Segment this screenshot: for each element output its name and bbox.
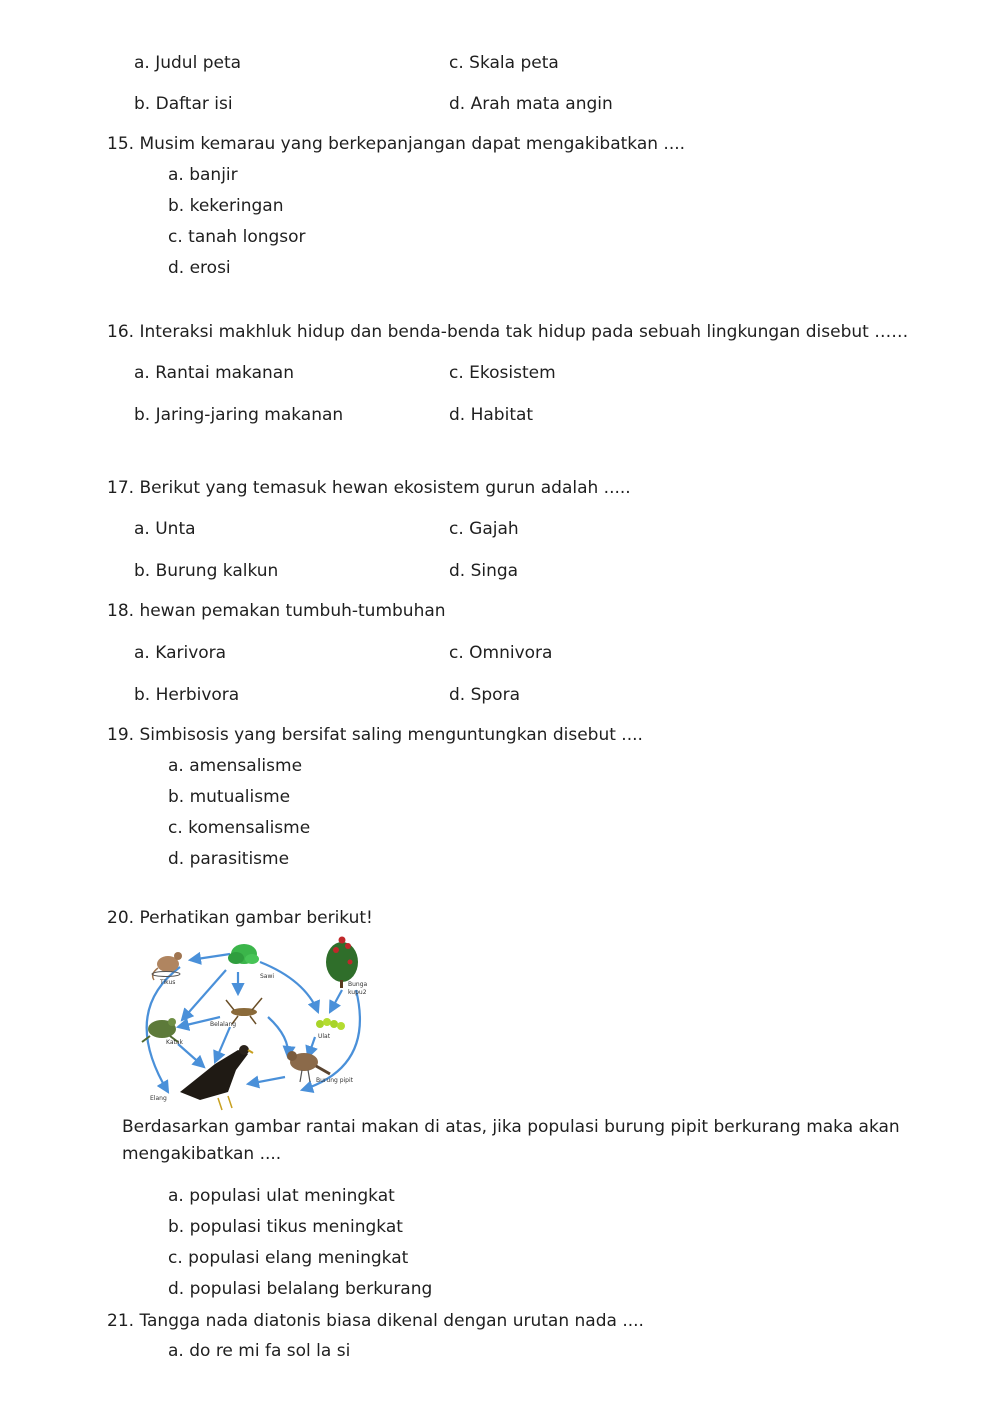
- label-tikus: Tikus: [160, 979, 176, 986]
- q18-option-b: b. Herbivora: [134, 685, 240, 705]
- q15-option-b: b. kekeringan: [168, 196, 284, 216]
- q16-option-b: b. Jaring-jaring makanan: [134, 405, 344, 425]
- mustard-greens-icon: [228, 944, 259, 964]
- q17-question: 17. Berikut yang temasuk hewan ekosistem gurun adalah .....: [107, 478, 631, 498]
- q18-option-a: a. Karivora: [134, 643, 227, 663]
- q14-option-d: d. Arah mata angin: [449, 94, 613, 114]
- food-web-diagram: [120, 932, 382, 1112]
- q20-question: 20. Perhatikan gambar berikut!: [107, 908, 373, 928]
- q19-option-b: b. mutualisme: [168, 787, 291, 807]
- q17-option-d: d. Singa: [449, 561, 519, 581]
- mouse-icon: [152, 952, 182, 980]
- label-ulat: Ulat: [318, 1033, 331, 1040]
- caterpillar-icon: [316, 1018, 345, 1030]
- q20-option-a: a. populasi ulat meningkat: [168, 1186, 395, 1206]
- q18-option-d: d. Spora: [449, 685, 520, 705]
- q17-option-c: c. Gajah: [449, 519, 519, 539]
- q19-option-d: d. parasitisme: [168, 849, 290, 869]
- q21-option-a: a. do re mi fa sol la si: [168, 1341, 351, 1361]
- q18-option-c: c. Omnivora: [449, 643, 553, 663]
- q14-option-c: c. Skala peta: [449, 53, 559, 73]
- q21-question: 21. Tangga nada diatonis biasa dikenal dengan urutan nada ....: [107, 1311, 644, 1331]
- q14-option-b: b. Daftar isi: [134, 94, 233, 114]
- q19-option-c: c. komensalisme: [168, 818, 311, 838]
- q19-question: 19. Simbisosis yang bersifat saling menguntungkan disebut ....: [107, 725, 643, 745]
- q16-option-c: c. Ekosistem: [449, 363, 556, 383]
- label-pipit: Burung pipit: [316, 1077, 354, 1084]
- q20-option-b: b. populasi tikus meningkat: [168, 1217, 403, 1237]
- q15-option-d: d. erosi: [168, 258, 231, 278]
- label-sawi: Sawi: [260, 973, 275, 980]
- label-bunga-2: kupu2: [348, 989, 367, 996]
- q15-question: 15. Musim kemarau yang berkepanjangan dapat mengakibatkan ....: [107, 134, 686, 154]
- q16-option-d: d. Habitat: [449, 405, 534, 425]
- q17-option-b: b. Burung kalkun: [134, 561, 279, 581]
- q18-question: 18. hewan pemakan tumbuh-tumbuhan: [107, 601, 446, 621]
- q15-option-c: c. tanah longsor: [168, 227, 306, 247]
- q20-option-d: d. populasi belalang berkurang: [168, 1279, 433, 1299]
- q20-option-c: c. populasi elang meningkat: [168, 1248, 409, 1268]
- q15-option-a: a. banjir: [168, 165, 238, 185]
- label-belalang: Belalang: [210, 1021, 237, 1028]
- q20-stem-line-2: mengakibatkan ....: [122, 1144, 282, 1164]
- q20-stem-line-1: Berdasarkan gambar rantai makan di atas, jika populasi burung pipit berkurang maka akan: [122, 1117, 900, 1137]
- q17-option-a: a. Unta: [134, 519, 196, 539]
- label-elang: Elang: [150, 1095, 167, 1102]
- q16-option-a: a. Rantai makanan: [134, 363, 294, 383]
- q19-option-a: a. amensalisme: [168, 756, 303, 776]
- q16-question: 16. Interaksi makhluk hidup dan benda-benda tak hidup pada sebuah lingkungan disebut ……: [107, 322, 909, 342]
- label-katak: Katak: [166, 1039, 184, 1046]
- q14-option-a: a. Judul peta: [134, 53, 242, 73]
- label-bunga: Bunga: [348, 981, 368, 988]
